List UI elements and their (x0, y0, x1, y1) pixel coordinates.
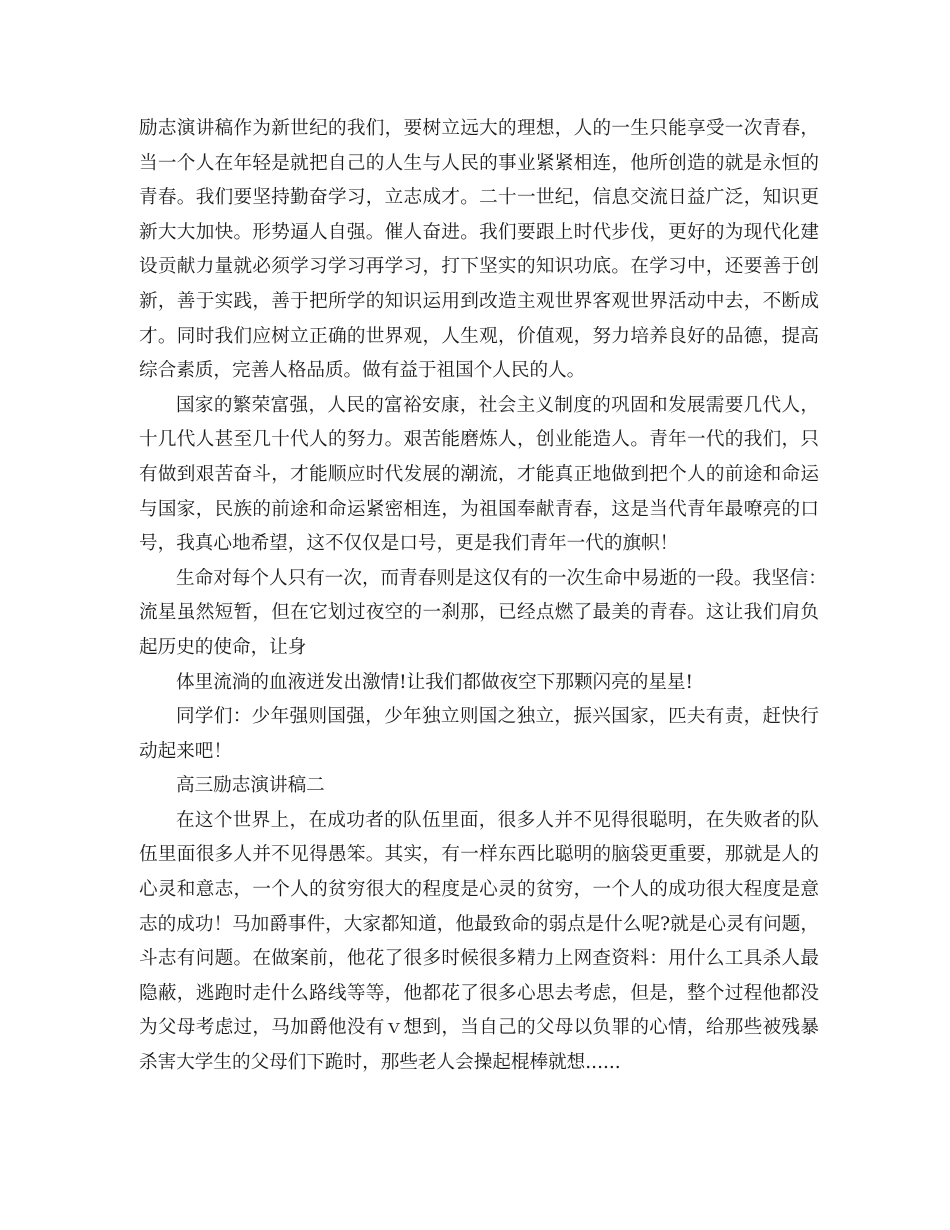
section-heading: 高三励志演讲稿二 (176, 775, 325, 797)
text-line: 才。同时我们应树立正确的世界观，人生观，价值观，努力培养良好的品德，提高 (139, 325, 819, 347)
text-line: 与国家，民族的前途和命运紧密相连，为祖国奉献青春，这是当代青年最嘹亮的口 (139, 498, 819, 520)
text-line: 起历史的使命，让身 (139, 636, 307, 658)
text-line: 有做到艰苦奋斗，才能顺应时代发展的潮流，才能真正地做到把个人的前途和命运 (139, 463, 819, 485)
text-line: 新，善于实践，善于把所学的知识运用到改造主观世界客观世界活动中去，不断成 (139, 290, 819, 312)
text-line: 隐蔽，逃跑时走什么路线等等，他都花了很多心思去考虑，但是，整个过程他都没 (139, 982, 819, 1004)
text-line: 流星虽然短暂，但在它划过夜空的一刹那，已经点燃了最美的青春。这让我们肩负 (139, 602, 819, 624)
text-line: 斗志有问题。在做案前，他花了很多时候很多精力上网查资料：用什么工具杀人最 (139, 948, 819, 970)
text-line: 体里流淌的血液迸发出激情!让我们都做夜空下那颗闪亮的星星! (176, 671, 693, 693)
text-line: 生命对每个人只有一次，而青春则是这仅有的一次生命中易逝的一段。我坚信： (176, 567, 827, 589)
text-line: 国家的繁荣富强，人民的富裕安康，社会主义制度的巩固和发展需要几代人， (176, 394, 819, 416)
text-line: 志的成功！马加爵事件，大家都知道，他最致命的弱点是什么呢?就是心灵有问题， (139, 913, 819, 935)
text-line: 动起来吧！ (139, 740, 232, 762)
text-line: 心灵和意志，一个人的贫穷很大的程度是心灵的贫穷，一个人的成功很大程度是意 (139, 879, 819, 901)
document-body (139, 112, 827, 1081)
text-line: 设贡献力量就必须学习学习再学习，打下坚实的知识功底。在学习中，还要善于创 (139, 256, 819, 278)
text-line: 励志演讲稿作为新世纪的我们，要树立远大的理想，人的一生只能享受一次青春， (139, 118, 819, 139)
text-line: 同学们：少年强则国强，少年独立则国之独立，振兴国家，匹夫有责，赶快行 (176, 706, 819, 728)
text-line: 伍里面很多人并不见得愚笨。其实，有一样东西比聪明的脑袋更重要，那就是人的 (139, 844, 819, 866)
text-line: 综合素质，完善人格品质。做有益于祖国个人民的人。 (139, 360, 586, 382)
text-line: 杀害大学生的父母们下跪时，那些老人会操起棍棒就想...... (139, 1052, 621, 1074)
text-line: 当一个人在年轻是就把自己的人生与人民的事业紧紧相连，他所创造的就是永恒的 (139, 152, 819, 174)
text-line: 青春。我们要坚持勤奋学习，立志成才。二十一世纪，信息交流日益广泛，知识更 (139, 187, 819, 209)
text-line: 在这个世界上，在成功者的队伍里面，很多人并不见得很聪明，在失败者的队 (176, 809, 819, 831)
text-line: 号，我真心地希望，这不仅仅是口号，更是我们青年一代的旗帜！ (139, 533, 679, 555)
text-line: 十几代人甚至几十代人的努力。艰苦能磨炼人，创业能造人。青年一代的我们，只 (139, 429, 819, 451)
text-line: 为父母考虑过，马加爵他没有ｖ想到，当自己的父母以负罪的心情，给那些被残暴 (139, 1017, 819, 1039)
text-line: 新大大加快。形势逼人自强。催人奋进。我们要跟上时代步伐，更好的为现代化建 (139, 221, 819, 243)
